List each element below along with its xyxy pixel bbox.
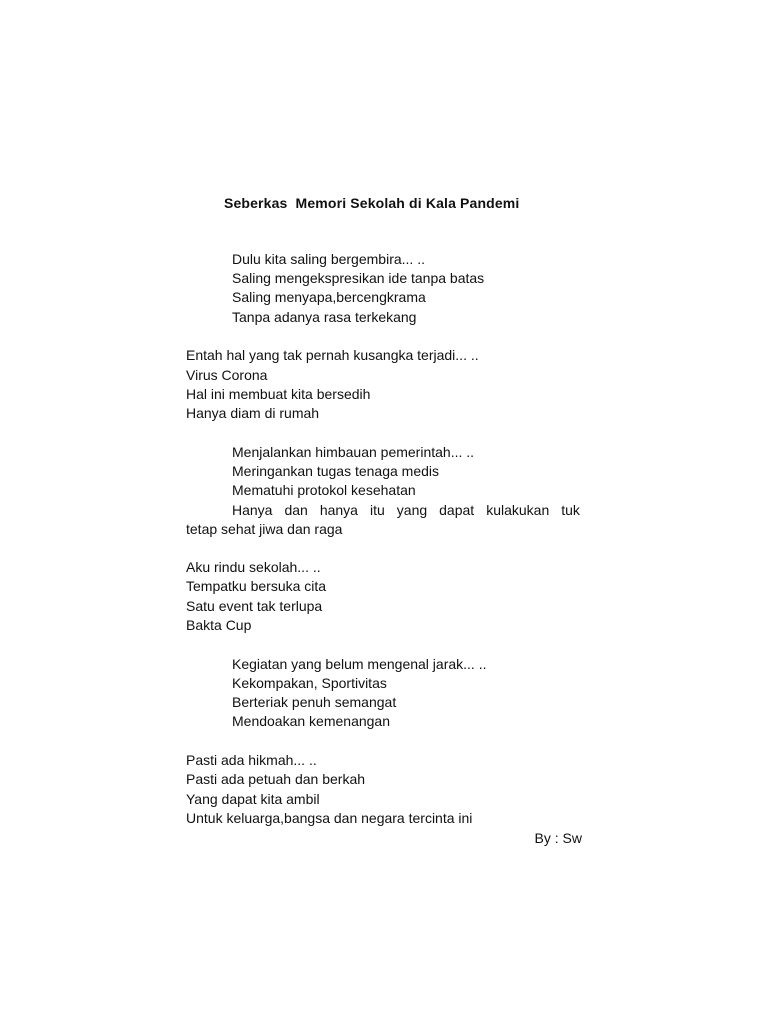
poem-line: Satu event tak terlupa bbox=[186, 598, 323, 614]
poem-word: hanya bbox=[319, 502, 358, 518]
poem-line: Aku rindu sekolah... .. bbox=[186, 559, 321, 575]
poem-line: Kegiatan yang belum mengenal jarak... .. bbox=[232, 656, 487, 672]
poem-line: Bakta Cup bbox=[186, 617, 252, 633]
poem-line: Tempatku bersuka cita bbox=[186, 578, 327, 594]
poem-line: Yang dapat kita ambil bbox=[186, 791, 320, 807]
poem-line: Mematuhi protokol kesehatan bbox=[232, 482, 416, 498]
poem-line: Untuk keluarga,bangsa dan negara tercinta ini bbox=[186, 810, 473, 826]
author-signature: By : Sw bbox=[534, 830, 582, 846]
poem-line: Mendoakan kemenangan bbox=[232, 713, 391, 729]
poem-line: Entah hal yang tak pernah kusangka terjadi... .. bbox=[186, 347, 479, 363]
poem-line: Tanpa adanya rasa terkekang bbox=[232, 309, 417, 325]
poem-line: Virus Corona bbox=[186, 367, 268, 383]
poem-line: Saling menyapa,bercengkrama bbox=[232, 289, 426, 305]
poem-line: Hal ini membuat kita bersedih bbox=[186, 386, 371, 402]
poem-line: Pasti ada petuah dan berkah bbox=[186, 771, 366, 787]
poem-line: Menjalankan himbauan pemerintah... .. bbox=[232, 444, 475, 460]
poem-word: kulakukan bbox=[486, 502, 550, 518]
poem-word: yang bbox=[396, 502, 428, 518]
poem-title: Seberkas Memori Sekolah di Kala Pandemi bbox=[224, 195, 520, 211]
poem-word: dapat bbox=[439, 502, 475, 518]
poem-line: Hanya diam di rumah bbox=[186, 405, 320, 421]
poem-line: Pasti ada hikmah... .. bbox=[186, 752, 317, 768]
poem-line-justified bbox=[232, 501, 580, 520]
poem-word: itu bbox=[369, 502, 385, 518]
poem-line: Saling mengekspresikan ide tanpa batas bbox=[232, 270, 485, 286]
poem-line: Berteriak penuh semangat bbox=[232, 694, 397, 710]
poem-line: Meringankan tugas tenaga medis bbox=[232, 463, 440, 479]
poem-line: Kekompakan, Sportivitas bbox=[232, 675, 387, 691]
poem-line: tetap sehat jiwa dan raga bbox=[186, 521, 343, 537]
poem-word: dan bbox=[284, 502, 308, 518]
poem-word: tuk bbox=[561, 502, 580, 518]
poem-word: Hanya bbox=[232, 502, 273, 518]
poem-line: Dulu kita saling bergembira... .. bbox=[232, 251, 425, 267]
